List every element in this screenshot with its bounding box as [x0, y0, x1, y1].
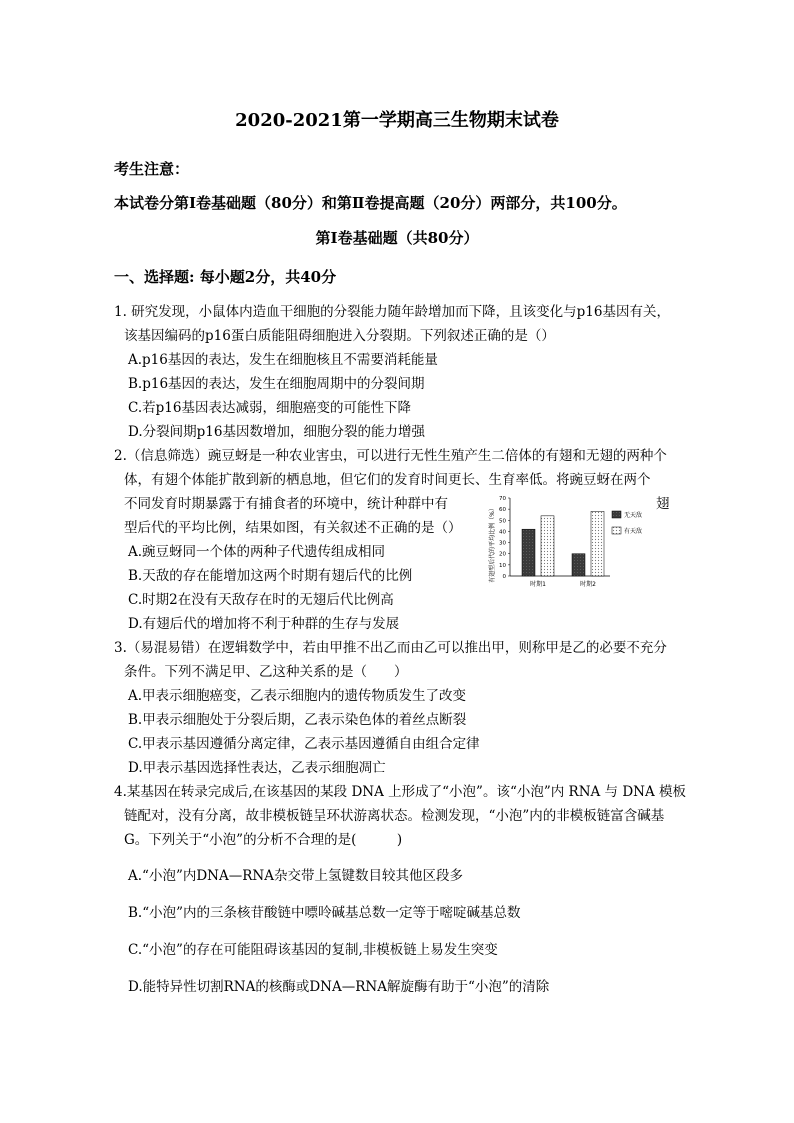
- option-c: C.“小泡”的存在可能阻碍该基因的复制,非模板链上易发生突变: [128, 942, 498, 958]
- option-c: C.甲表示基因遵循分离定律，乙表示基因遵循自由组合定律: [128, 736, 480, 752]
- notice-label: 考生注意：: [114, 160, 190, 178]
- y-tick-label: 70: [499, 496, 506, 502]
- y-tick-label: 10: [499, 562, 506, 569]
- question-stem: 该基因编码的p16蛋白质能阻碍细胞进入分裂期。下列叙述正确的是（）: [124, 328, 555, 344]
- y-tick-label: 30: [499, 540, 506, 547]
- legend-label: 有天敌: [624, 528, 643, 535]
- question-stem: G。下列关于“小泡”的分析不合理的是( ): [124, 832, 403, 848]
- x-tick-label: 时期1: [530, 581, 546, 588]
- option-d: D.能特异性切割RNA的核酶或DNA—RNA解旋酶有助于“小泡”的清除: [128, 979, 550, 995]
- x-tick-label: 时期2: [580, 581, 596, 588]
- bar-no-predator-2: [572, 554, 585, 576]
- question-stem: 4.某基因在转录完成后,在该基因的某段 DNA 上形成了“小泡”。该“小泡”内 RNA 与 DNA 模板: [114, 784, 687, 800]
- question-stem: 3.（易混易错）在逻辑数学中，若由甲推不出乙而由乙可以推出甲，则称甲是乙的必要不充分: [114, 640, 667, 656]
- option-d: D.有翅后代的增加将不利于种群的生存与发展: [128, 616, 400, 632]
- part1-title: 第Ⅰ卷基础题（共80分）: [315, 229, 479, 247]
- bar-no-predator-1: [522, 529, 535, 576]
- section1-title: 一、选择题: 每小题2分，共40分: [114, 268, 337, 286]
- question-stem: 型后代的平均比例，结果如图，有关叙述不正确的是（）: [124, 520, 462, 536]
- option-d: D.甲表示基因选择性表达，乙表示细胞凋亡: [128, 760, 386, 776]
- question-stem: 翅: [656, 496, 670, 512]
- option-b: B.天敌的存在能增加这两个时期有翅后代的比例: [128, 568, 413, 584]
- legend-label: 无天敌: [624, 512, 643, 519]
- option-d: D.分裂间期p16基因数增加，细胞分裂的能力增强: [128, 424, 425, 440]
- option-a: A.“小泡”内DNA—RNA杂交带上氢键数目较其他区段多: [128, 868, 463, 884]
- exam-title: 2020-2021第一学期高三生物期末试卷: [235, 110, 559, 131]
- question-stem: 条件。下列不满足甲、乙这种关系的是（ ）: [124, 664, 408, 680]
- bar-predator-2: [591, 511, 604, 576]
- option-b: B.甲表示细胞处于分裂后期，乙表示染色体的着丝点断裂: [128, 712, 467, 728]
- option-a: A.p16基因的表达，发生在细胞核且不需要消耗能量: [128, 352, 438, 368]
- y-tick-label: 50: [499, 518, 506, 525]
- bar-predator-1: [541, 516, 554, 576]
- option-c: C.时期2在没有天敌存在时的无翅后代比例高: [128, 592, 394, 608]
- y-tick-label: 40: [499, 529, 506, 536]
- legend-swatch: [612, 527, 621, 534]
- option-b: B.p16基因的表达，发生在细胞周期中的分裂间期: [128, 376, 425, 392]
- question-stem: 不同发育时期暴露于有捕食者的环境中，统计种群中有: [124, 496, 448, 512]
- option-a: A.甲表示细胞癌变，乙表示细胞内的遗传物质发生了改变: [128, 688, 467, 704]
- legend-swatch: [612, 511, 621, 518]
- y-tick-label: 60: [499, 507, 506, 514]
- question-stem: 2.（信息筛选）豌豆蚜是一种农业害虫，可以进行无性生殖产生二倍体的有翅和无翅的两种个: [114, 448, 667, 464]
- option-c: C.若p16基因表达减弱，细胞癌变的可能性下降: [128, 400, 411, 416]
- chart-ylabel: 有翅型后代的平均比例（%）: [489, 505, 496, 583]
- option-b: B.“小泡”内的三条核苷酸链中嘌呤碱基总数一定等于嘧啶碱基总数: [128, 905, 521, 921]
- option-a: A.豌豆蚜同一个体的两种子代遗传组成相同: [128, 544, 386, 560]
- bar-chart: [480, 490, 656, 600]
- y-tick-label: 0: [502, 574, 506, 580]
- notice-text: 本试卷分第Ⅰ卷基础题（80分）和第Ⅱ卷提高题（20分）两部分，共100分。: [114, 194, 627, 212]
- question-stem: 链配对，没有分离，故非模板链呈环状游离状态。检测发现，“小泡”内的非模板链富含碱基: [124, 808, 665, 824]
- question-stem: 1. 研究发现，小鼠体内造血干细胞的分裂能力随年龄增加而下降，且该变化与p16基因有关，: [114, 304, 670, 320]
- y-tick-label: 20: [499, 551, 506, 558]
- question-stem: 体，有翅个体能扩散到新的栖息地，但它们的发育时间更长、生育率低。将豌豆蚜在两个: [124, 472, 651, 488]
